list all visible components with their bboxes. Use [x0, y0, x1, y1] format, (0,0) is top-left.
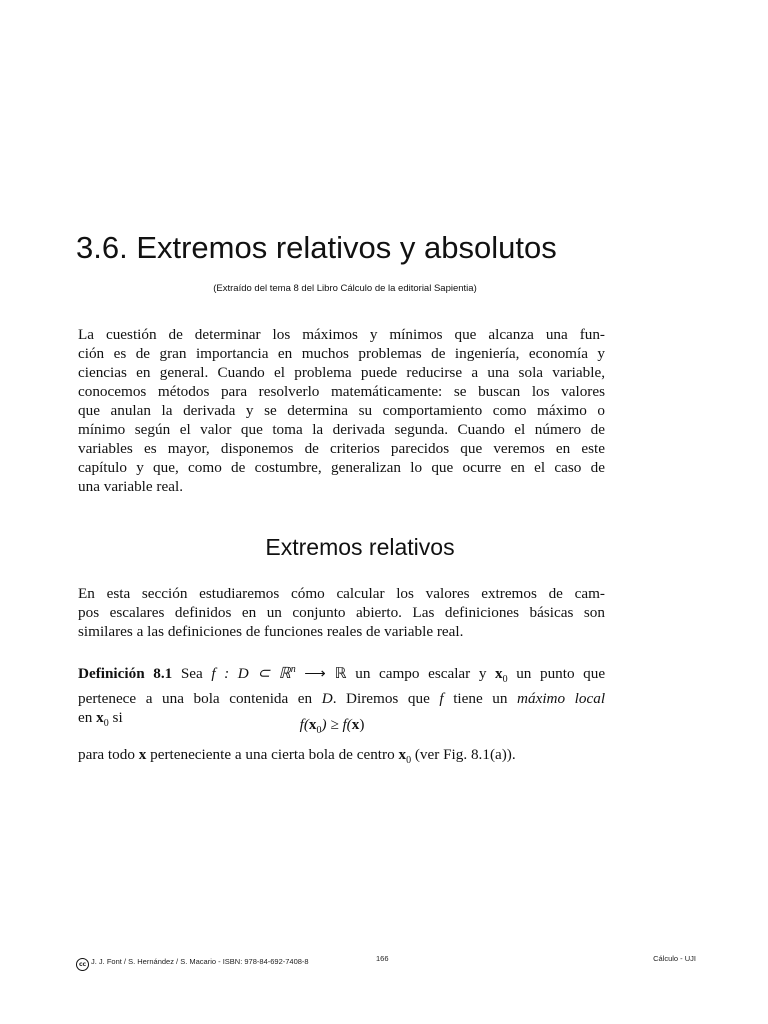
definition-text: si — [112, 709, 123, 727]
math-f: f — [439, 690, 444, 708]
definition-text: tiene un — [453, 690, 508, 708]
intro-line: ción es de gran importancia en muchos problemas de ingeniería, economía y — [78, 345, 605, 362]
definition-line-1 — [78, 660, 605, 689]
formula-part: ) — [359, 716, 365, 733]
definition-conclusion — [78, 745, 605, 770]
creative-commons-icon: cc — [76, 958, 89, 971]
math-x0: x — [495, 665, 503, 683]
intro-line: conocemos métodos para resolverlo matemáticamente: se buscan los valores — [78, 383, 605, 400]
intro-line: capítulo y que, como de costumbre, generalizan lo que ocurre en el caso de — [78, 459, 605, 476]
intro-line: ciencias en general. Cuando el problema puede reducirse a una sola variable, — [78, 364, 605, 381]
math-subscript: 0 — [406, 755, 412, 767]
chapter-title: 3.6. Extremos relativos y absolutos — [76, 230, 557, 265]
page-number: 166 — [376, 954, 389, 963]
intro-line: mínimo según el valor que toma la derivada segunda. Cuando el número de — [78, 421, 605, 438]
definition-text: ⟶ ℝ un campo escalar y — [304, 665, 487, 683]
conclusion-line — [78, 745, 605, 770]
math-D: D — [321, 690, 333, 708]
footer-book-title: Cálculo - UJI — [653, 954, 696, 963]
page-footer — [76, 954, 696, 974]
math-x0: x — [308, 716, 317, 733]
definition-text: . Diremos que — [332, 690, 430, 708]
section-line: similares a las definiciones de funciones reales de variable real. — [78, 623, 464, 640]
math-subscript: 0 — [103, 718, 109, 730]
formula — [0, 716, 664, 736]
formula-part: f( — [299, 716, 309, 733]
intro-line: que anulan la derivada y se determina su comportamiento como máximo o — [78, 402, 605, 419]
formula-part: ) ≥ f( — [321, 716, 352, 733]
math-x: x — [138, 746, 147, 763]
definition-label: Definición 8.1 — [78, 665, 173, 683]
footer-authors: J. J. Font / S. Hernández / S. Macario - ISBN: 978-84-692-7408-8 — [91, 957, 309, 966]
definition-text: pertenece a una bola contenida en — [78, 690, 313, 708]
math-x0: x — [398, 746, 407, 763]
intro-line: La cuestión de determinar los máximos y mínimos que alcanza una fun- — [78, 326, 605, 343]
definition-text: perteneciente a una cierta bola de centro — [150, 746, 395, 763]
math-x0: x — [96, 709, 104, 727]
section-line: En esta sección estudiaremos cómo calcular los valores extremos de cam- — [78, 585, 605, 602]
math-subscript: 0 — [502, 674, 508, 686]
math-expression — [211, 665, 295, 682]
intro-line: variables es mayor, disponemos de criterios parecidos que veremos en este — [78, 440, 605, 457]
intro-line: una variable real. — [78, 478, 183, 495]
definition-text: para todo — [78, 746, 135, 763]
section-title: Extremos relativos — [265, 534, 455, 560]
definition-text: Sea — [180, 665, 203, 683]
intro-paragraph — [78, 325, 605, 496]
section-line: pos escalares definidos en un conjunto abierto. Las definiciones básicas son — [78, 604, 605, 621]
definition-text: un punto que — [516, 665, 606, 683]
definition-line-2 — [78, 689, 605, 708]
section-paragraph — [78, 584, 605, 641]
source-note — [0, 283, 690, 294]
definition-text: en — [78, 709, 93, 727]
math-domain: f : D ⊂ ℝ — [211, 665, 291, 683]
math-superscript: n — [290, 664, 296, 675]
math-x: x — [351, 716, 360, 733]
math-subscript: 0 — [316, 725, 322, 737]
emphasis-maximo-local: máximo local — [517, 690, 606, 708]
definition-text: (ver Fig. 8.1(a)). — [414, 746, 516, 763]
source-note-text: (Extraído del tema 8 del Libro Cálculo de la editorial Sapientia) — [213, 283, 477, 294]
